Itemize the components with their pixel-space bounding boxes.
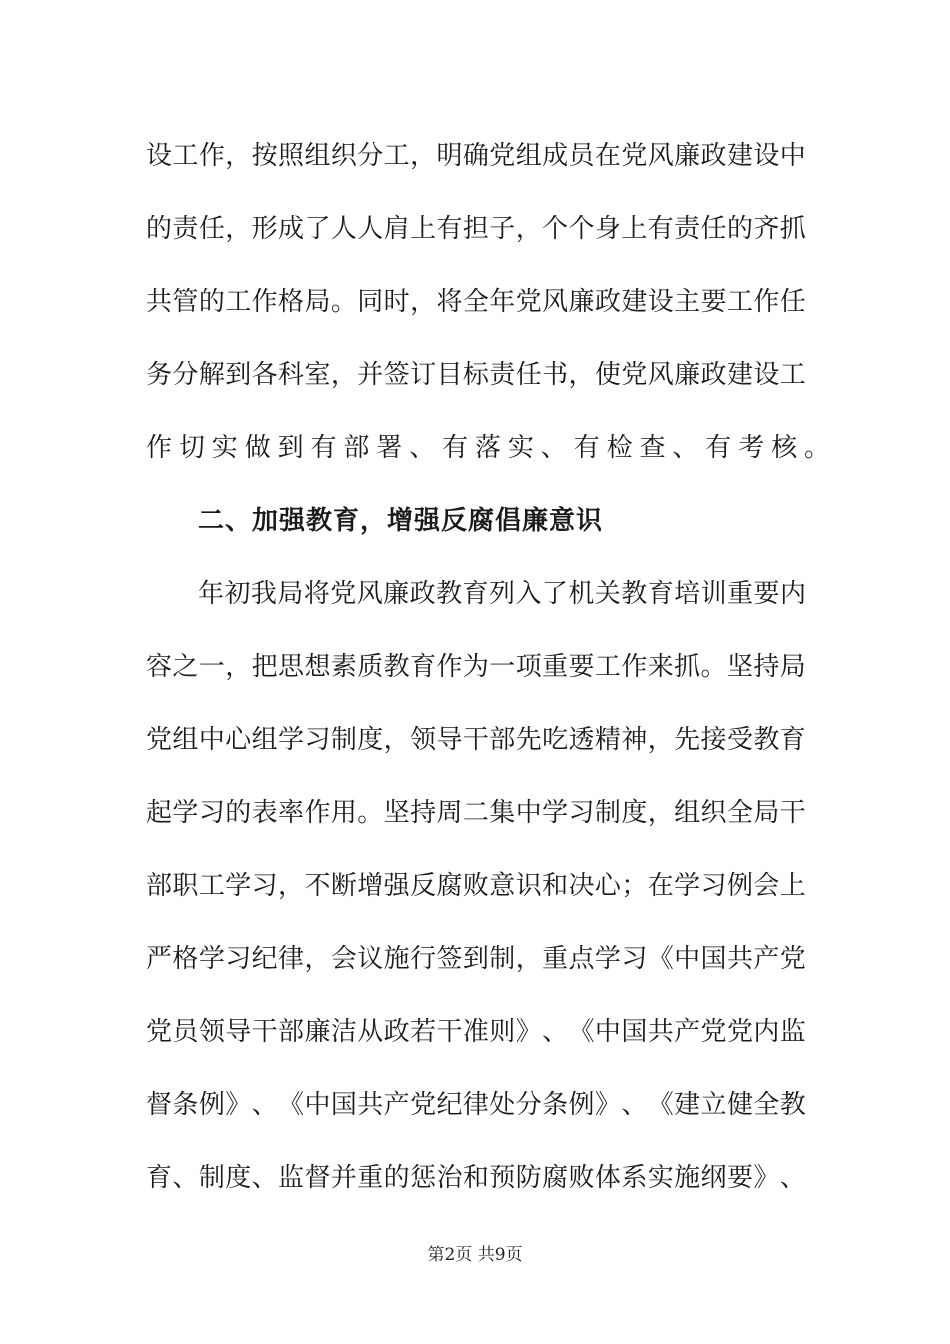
text-line: 党 员 领 导 干 部 廉 洁 从 政 若 干 准 则 》 、 《 中 国 共 产 党 党 内 监: [146, 1017, 806, 1047]
text-line: 严 格 学 习 纪 律 ， 会 议 施 行 签 到 制 ， 重 点 学 习 《 中 国 共 产 党: [146, 944, 806, 974]
page-number-footer: 第2页 共9页: [427, 1245, 523, 1265]
text-line: 共 管 的 工 作 格 局 。 同 时 ， 将 全 年 党 风 廉 政 建 设 主 要 工 作 任: [146, 287, 806, 317]
text-line: 起 学 习 的 表 率 作 用 。 坚 持 周 二 集 中 学 习 制 度 ， 组 织 全 局 干: [146, 798, 806, 828]
paragraph-first-line: 年 初 我 局 将 党 风 廉 政 教 育 列 入 了 机 关 教 育 培 训 重 要 内: [198, 579, 806, 609]
text-line: 作切实做到有部署、有落实、有检查、有考核。: [146, 433, 837, 463]
text-line: 务 分 解 到 各 科 室 ， 并 签 订 目 标 责 任 书 ， 使 党 风 廉 政 建 设 工: [146, 360, 806, 390]
text-line: 督 条 例 》 、 《 中 国 共 产 党 纪 律 处 分 条 例 》 、 《 建 立 健 全 教: [146, 1090, 806, 1120]
document-body: [146, 120, 837, 1215]
text-line: 容 之 一 ， 把 思 想 素 质 教 育 作 为 一 项 重 要 工 作 来 抓 。 坚 持 局: [146, 652, 806, 682]
text-line: 的 责 任 ， 形 成 了 人 人 肩 上 有 担 子 ， 个 个 身 上 有 责 任 的 齐 抓: [146, 214, 806, 244]
section-heading: 二、加强教育，增强反腐倡廉意识: [198, 506, 604, 536]
text-line: 党 组 中 心 组 学 习 制 度 ， 领 导 干 部 先 吃 透 精 神 ， 先 接 受 教 育: [146, 725, 806, 755]
text-line: 部 职 工 学 习 ， 不 断 增 强 反 腐 败 意 识 和 决 心 ； 在 学 习 例 会 上: [146, 871, 806, 901]
text-line: 育 、 制 度 、 监 督 并 重 的 惩 治 和 预 防 腐 败 体 系 实 施 纲 要 》 、: [146, 1163, 806, 1193]
text-line: 设 工 作 ， 按 照 组 织 分 工 ， 明 确 党 组 成 员 在 党 风 廉 政 建 设 中: [146, 141, 806, 171]
